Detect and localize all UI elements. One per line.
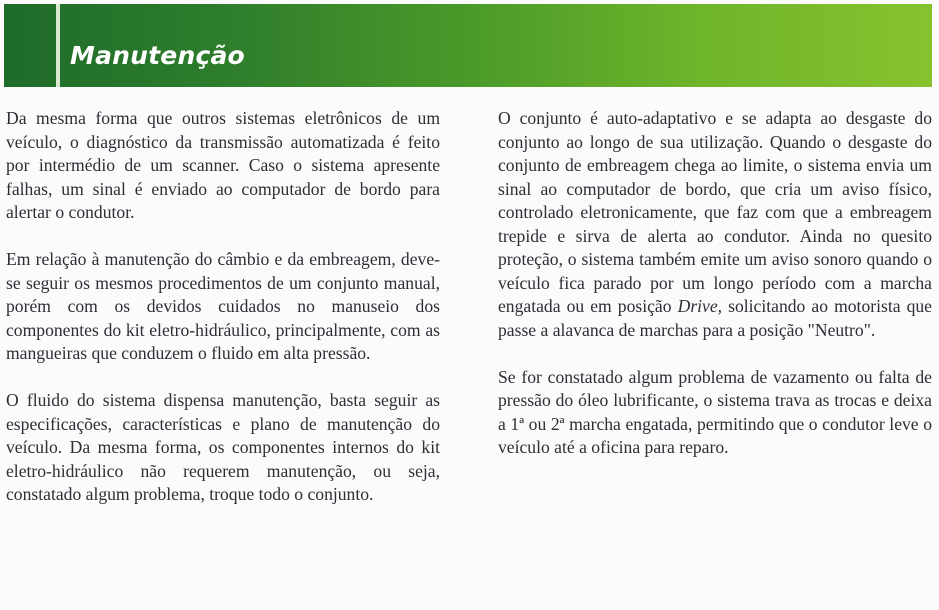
paragraph-auto-adaptativo-text: O conjunto é auto-adaptativo e se adapta ao desgaste do conjunto ao longo de sua utilização. Quando o desgaste do conjunto de embreagem chega ao limite, o sistema envia um sinal ao computador de bordo, que cria um aviso físico, controlado eletronicamente, que faz com que a embreagem trepide e sirva de alerta ao condutor. Ainda no quesito proteção, o sistema também emite um aviso sonoro quando o veículo fica parado por um longo período com a marcha engatada ou em posição [498, 108, 932, 316]
paragraph-vazamento: Se for constatado algum problema de vazamento ou falta de pressão do óleo lubrificante, o sistema trava as trocas e deixa a 1ª ou 2ª marcha engatada, permitindo que o condutor leve o veículo até a oficina para reparo. [498, 366, 932, 457]
right-column [498, 107, 932, 460]
paragraph-manutencao-cambio: Em relação à manutenção do câmbio e da embreagem, deve-se seguir os mesmos procedimentos de um conjunto manual, porém com os devidos cuidados no manuseio dos componentes do kit eletro-hidráulico, principalmente, com as mangueiras que conduzem o fluido em alta pressão. [6, 249, 440, 363]
paragraph-auto-adaptativo-end: , solicitando ao motorista que passe a alavanca de marchas para a posição "Neutro". [498, 296, 932, 340]
section-title: Manutenção [70, 41, 245, 70]
paragraph-diagnostico: Da mesma forma que outros sistemas eletrônicos de um veículo, o diagnóstico da transmissão automatizada é feito por intermédio de um scanner. Caso o sistema apresente falhas, um sinal é enviado ao computador de bordo para alertar o condutor. [6, 108, 440, 222]
header-accent-stripe [56, 4, 60, 87]
drive-term: Drive [677, 296, 718, 316]
left-column [6, 107, 440, 507]
paragraph-auto-adaptativo [498, 107, 932, 342]
section-header [4, 4, 932, 87]
paragraph-fluido: O fluido do sistema dispensa manutenção, basta seguir as especificações, características e plano de manutenção do veículo. Da mesma forma, os componentes internos do kit eletro-hidráulico não requerem manutenção, ou seja, constatado algum problema, troque todo o conjunto. [6, 390, 440, 504]
